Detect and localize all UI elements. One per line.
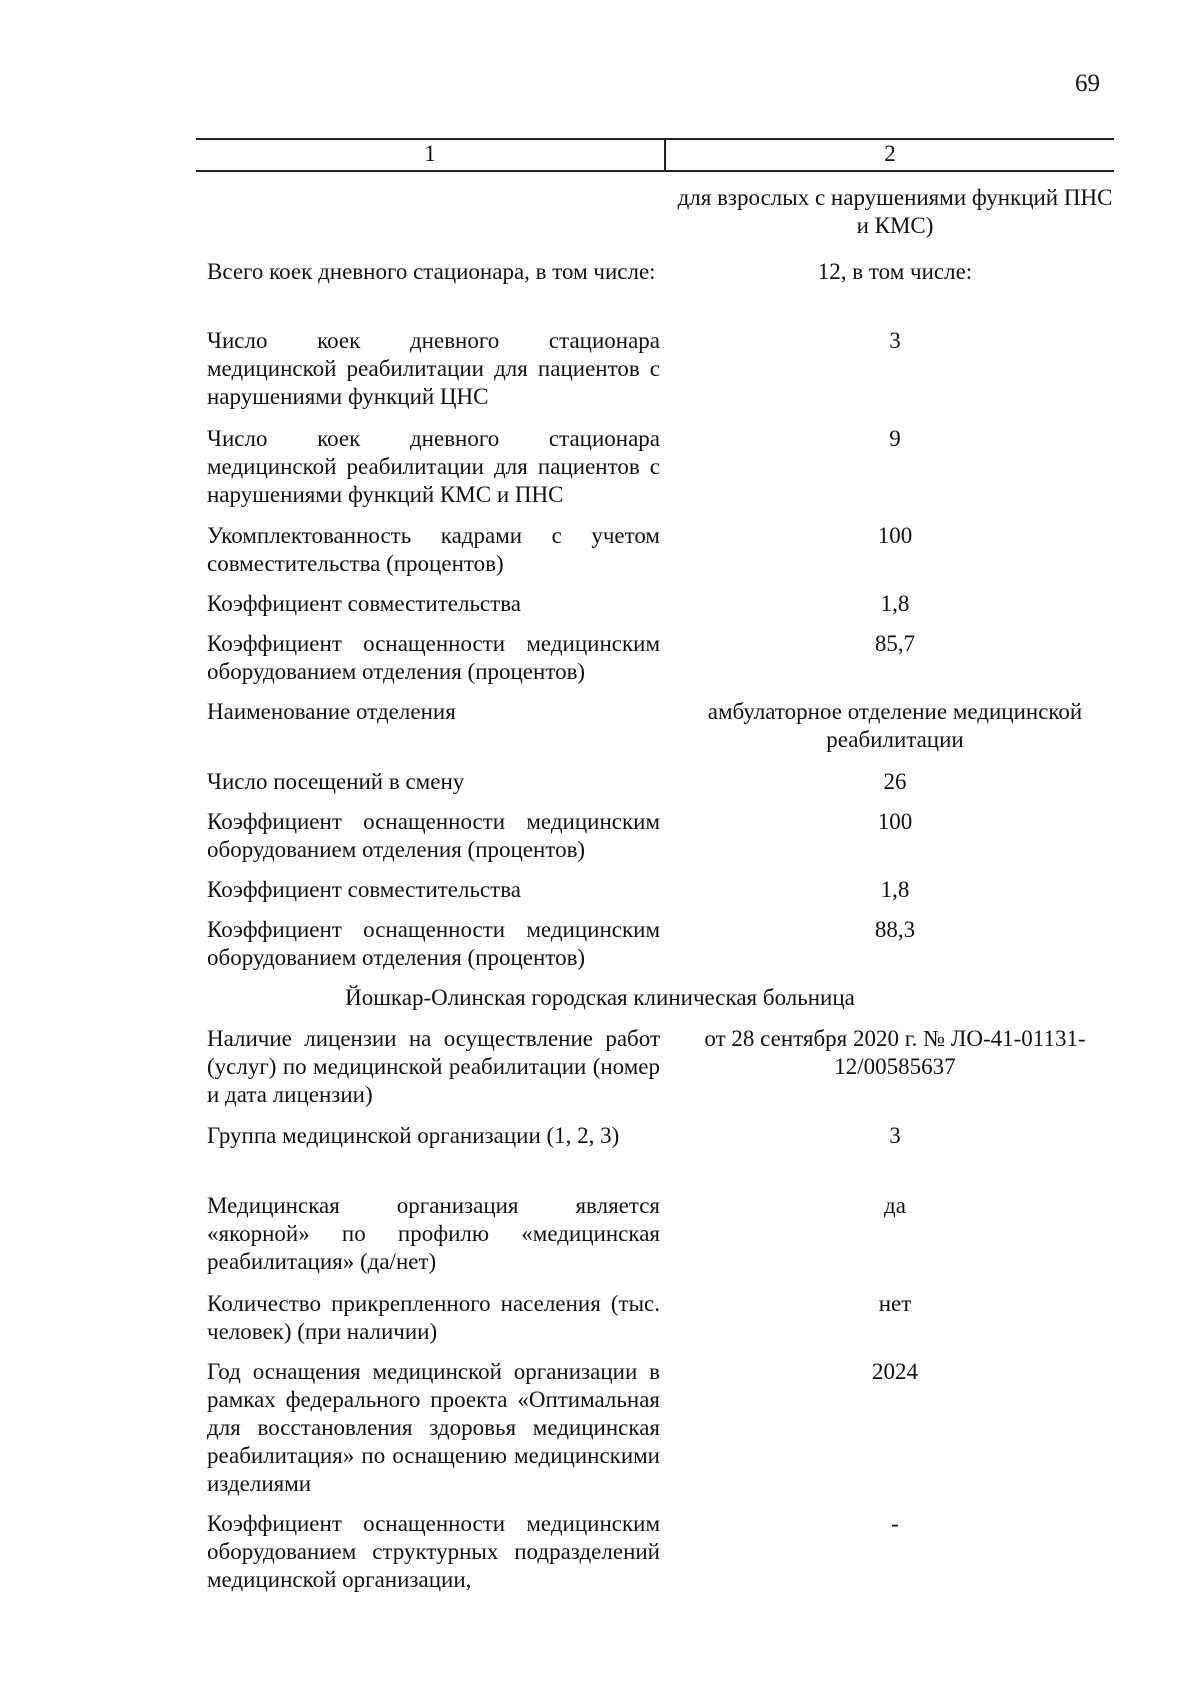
row-label: Всего коек дневного стационара, в том числе: xyxy=(207,259,656,284)
row-label: Коэффициент оснащенности медицинским оборудованием отделения (процентов) xyxy=(207,809,660,862)
row-label: Наличие лицензии на осуществление работ (услуг) по медицинской реабилитации (номер и дата лицензии) xyxy=(207,1026,660,1107)
row-value: 3 xyxy=(889,1123,901,1148)
section-title: Йошкар-Олинская городская клиническая больница xyxy=(345,985,855,1010)
row-value: да xyxy=(884,1193,906,1218)
row-label: Укомплектованность кадрами с учетом совместительства (процентов) xyxy=(207,523,660,576)
row-label: Медицинская организация является «якорной» по профилю «медицинская реабилитация» (да/нет) xyxy=(207,1193,660,1274)
table-header xyxy=(196,138,1114,172)
row-label: Количество прикрепленного населения (тыс. человек) (при наличии) xyxy=(207,1291,660,1344)
row-value: 100 xyxy=(877,523,913,548)
row-value: 9 xyxy=(889,426,901,451)
row-label: Коэффициент оснащенности медицинским оборудованием отделения (процентов) xyxy=(207,631,660,684)
row-label: Коэффициент оснащенности медицинским оборудованием отделения (процентов) xyxy=(207,917,660,970)
row-value: - xyxy=(891,1511,899,1536)
row-label: Коэффициент совместительства xyxy=(207,591,521,616)
row-value: 88,3 xyxy=(874,917,916,942)
row-value: 26 xyxy=(883,769,907,794)
row-value: 12, в том числе: xyxy=(817,259,973,284)
row-value: 1,8 xyxy=(880,591,910,616)
column-header-1: 1 xyxy=(196,140,666,170)
continuation-value: для взрослых с нарушениями функций ПНС и КМС) xyxy=(677,185,1113,238)
page-number: 69 xyxy=(1075,70,1100,97)
row-label: Коэффициент оснащенности медицинским оборудованием структурных подразделений медицинской организации, xyxy=(207,1511,660,1592)
row-value: 3 xyxy=(889,328,901,353)
row-label: Наименование отделения xyxy=(207,699,456,724)
row-label: Число коек дневного стационара медицинской реабилитации для пациентов с нарушениями функций КМС и ПНС xyxy=(207,426,660,507)
row-value: 2024 xyxy=(872,1359,918,1384)
row-label: Группа медицинской организации (1, 2, 3) xyxy=(207,1123,620,1148)
row-value: 85,7 xyxy=(874,631,916,656)
column-header-2: 2 xyxy=(884,141,896,166)
row-label: Год оснащения медицинской организации в рамках федерального проекта «Оптимальная для восстановления здоровья медицинская реабилитация» по оснащению медицинскими изделиями xyxy=(207,1359,660,1496)
row-value: 100 xyxy=(877,809,913,834)
row-label: Коэффициент совместительства xyxy=(207,877,521,902)
row-value: от 28 сентября 2020 г. № ЛО-41-01131-12/00585637 xyxy=(704,1026,1086,1079)
row-value: амбулаторное отделение медицинской реабилитации xyxy=(707,699,1083,752)
row-label: Число коек дневного стационара медицинской реабилитации для пациентов с нарушениями функций ЦНС xyxy=(207,328,660,409)
row-value: нет xyxy=(878,1291,912,1316)
row-label: Число посещений в смену xyxy=(207,769,465,794)
row-value: 1,8 xyxy=(880,877,910,902)
